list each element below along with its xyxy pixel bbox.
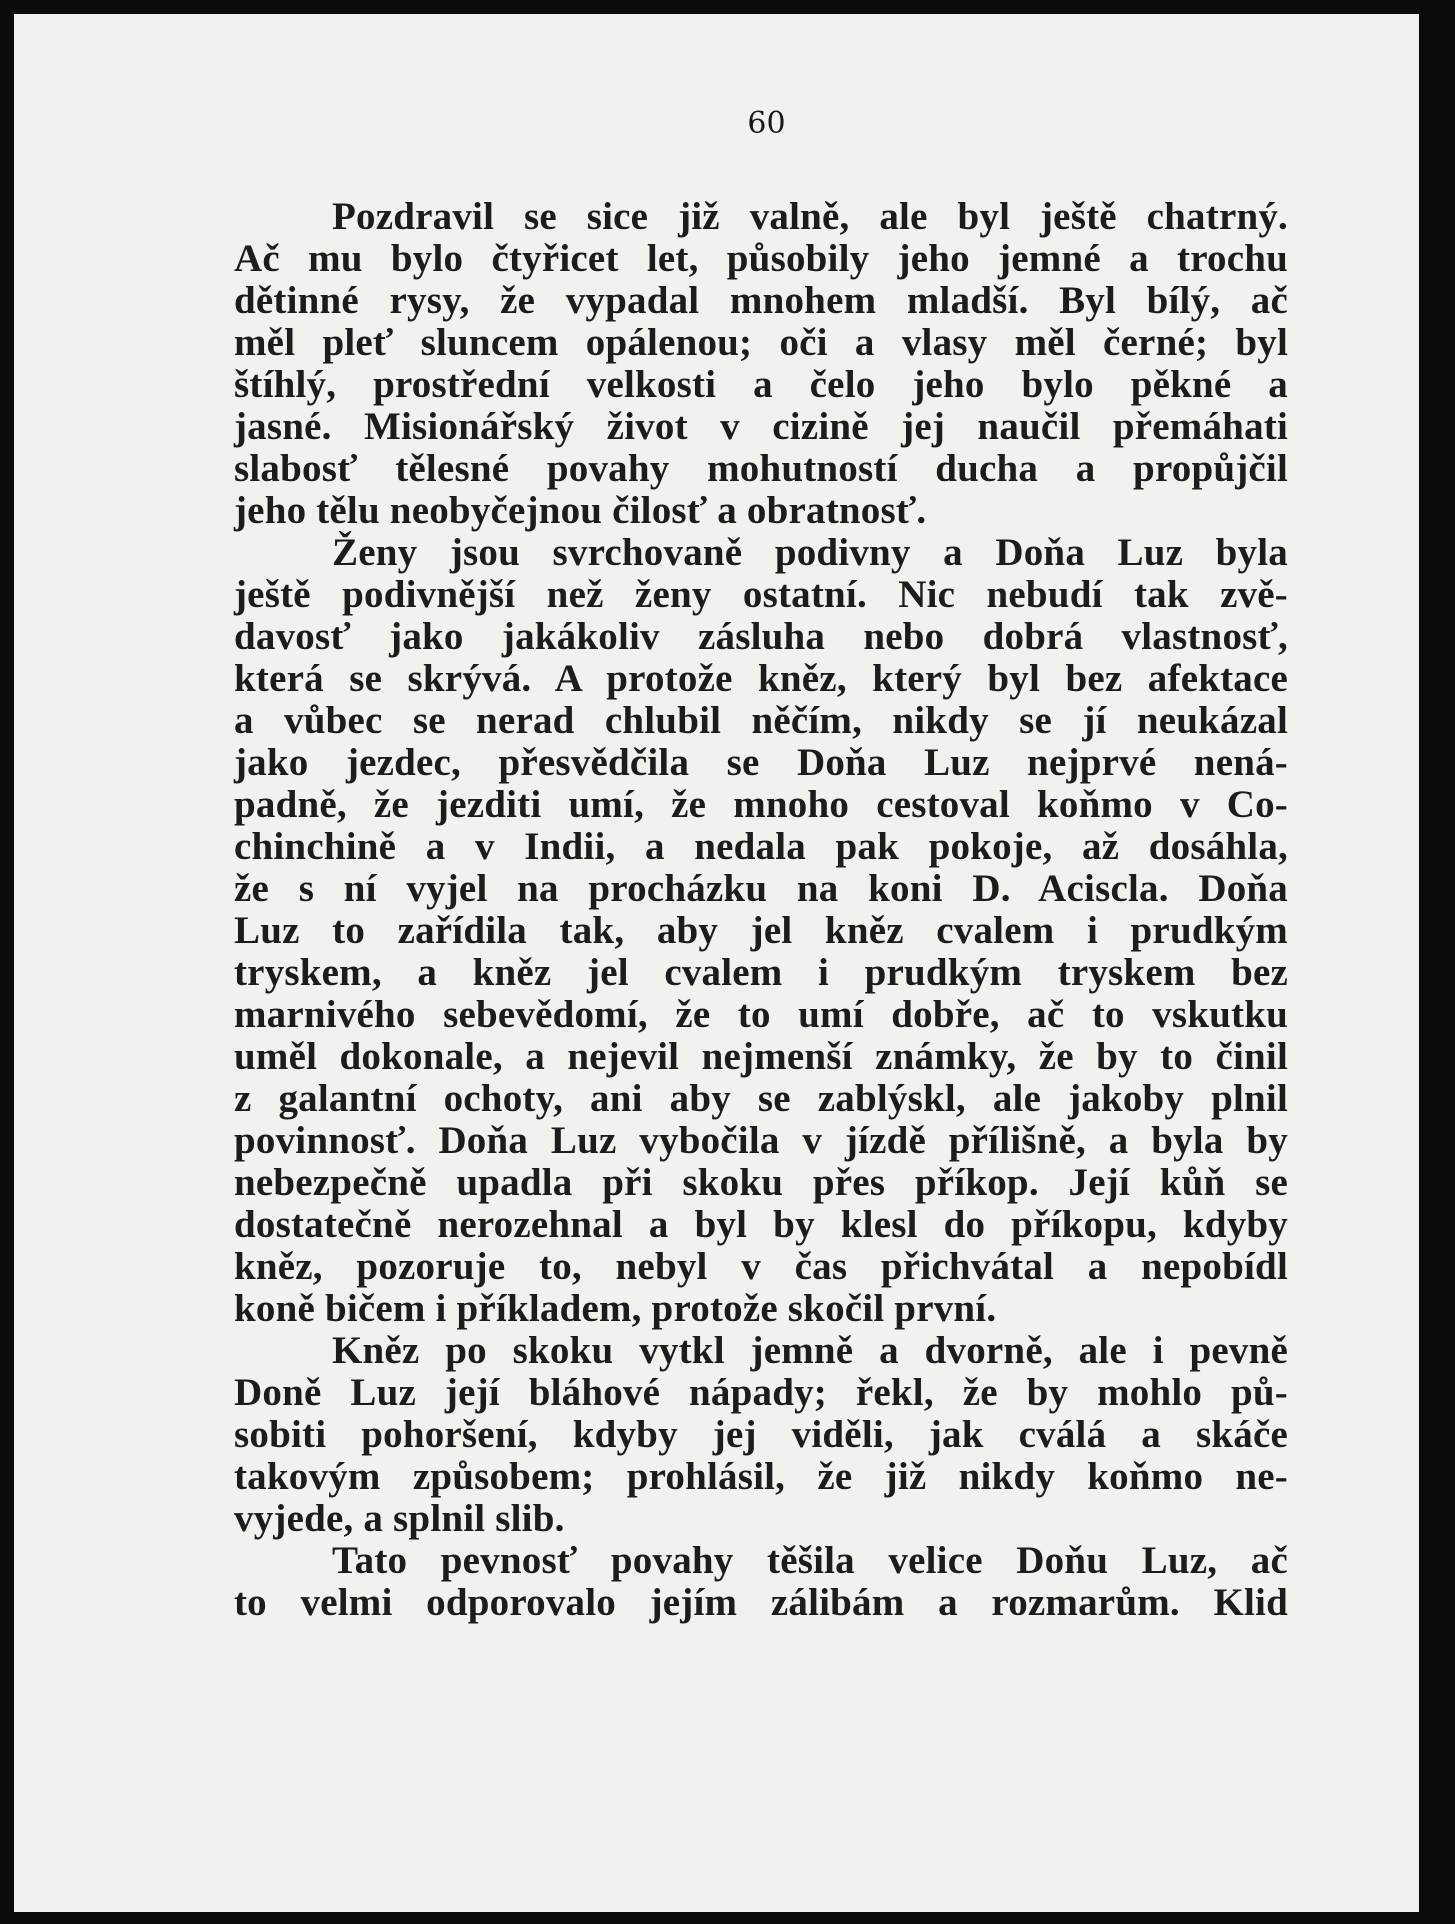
text-line: takovým způsobem; prohlásil, že již nikdy koňmo ne-	[234, 1455, 1288, 1498]
text-line: Ženy jsou svrchovaně podivny a Doňa Luz byla	[332, 531, 1288, 574]
text-line: povinnosť. Doňa Luz vybočila v jízdě přílišně, a byla by	[234, 1119, 1288, 1162]
text-line: která se skrývá. A protože kněz, který byl bez afektace	[234, 657, 1288, 700]
text-line: dětinné rysy, že vypadal mnohem mladší. Byl bílý, ač	[234, 279, 1288, 322]
text-line: tryskem, a kněz jel cvalem i prudkým tryskem bez	[234, 951, 1288, 994]
text-line: sobiti pohoršení, kdyby jej viděli, jak cválá a skáče	[234, 1413, 1288, 1456]
book-page	[14, 14, 1419, 1912]
text-line: chinchině a v Indii, a nedala pak pokoje, až dosáhla,	[234, 825, 1288, 868]
text-line: slabosť tělesné povahy mohutností ducha a propůjčil	[234, 447, 1288, 490]
text-line: a vůbec se nerad chlubil něčím, nikdy se jí neukázal	[234, 699, 1288, 742]
text-line: že s ní vyjel na procházku na koni D. Aciscla. Doňa	[234, 867, 1288, 910]
text-line: Kněz po skoku vytkl jemně a dvorně, ale i pevně	[332, 1329, 1288, 1372]
page-number: 60	[747, 106, 786, 141]
text-line: padně, že jezditi umí, že mnoho cestoval koňmo v Co-	[234, 783, 1288, 826]
text-line: kněz, pozoruje to, nebyl v čas přichvátal a nepobídl	[234, 1245, 1288, 1288]
text-line: Tato pevnosť povahy těšila velice Doňu Luz, ač	[332, 1539, 1288, 1582]
text-line: štíhlý, prostřední velkosti a čelo jeho bylo pěkné a	[234, 363, 1288, 406]
text-line: nebezpečně upadla při skoku přes příkop. Její kůň se	[234, 1161, 1288, 1204]
text-line: vyjede, a splnil slib.	[234, 1497, 565, 1540]
text-line: davosť jako jakákoliv zásluha nebo dobrá vlastnosť,	[234, 615, 1288, 658]
text-line: jeho tělu neobyčejnou čilosť a obratnosť.	[234, 489, 927, 532]
text-line: jako jezdec, přesvědčila se Doňa Luz nejprvé nená-	[234, 741, 1288, 784]
text-line: Doně Luz její bláhové nápady; řekl, že by mohlo pů-	[234, 1371, 1288, 1414]
text-line: uměl dokonale, a nejevil nejmenší známky, že by to činil	[234, 1035, 1288, 1078]
scan-border	[1419, 0, 1455, 1924]
text-line: jasné. Misionářský život v cizině jej naučil přemáhati	[234, 405, 1288, 448]
text-line: Luz to zařídila tak, aby jel kněz cvalem i prudkým	[234, 909, 1288, 952]
text-line: z galantní ochoty, ani aby se zablýskl, ale jakoby plnil	[234, 1077, 1288, 1120]
text-line: to velmi odporovalo jejím zálibám a rozmarům. Klid	[234, 1581, 1288, 1624]
text-line: marnivého sebevědomí, že to umí dobře, ač to vskutku	[234, 993, 1288, 1036]
text-line: Ač mu bylo čtyřicet let, působily jeho jemné a trochu	[234, 237, 1288, 280]
text-line: Pozdravil se sice již valně, ale byl ještě chatrný.	[332, 195, 1288, 238]
text-line: ještě podivnější než ženy ostatní. Nic nebudí tak zvě-	[234, 573, 1288, 616]
text-line: dostatečně nerozehnal a byl by klesl do příkopu, kdyby	[234, 1203, 1288, 1246]
text-line: měl pleť sluncem opálenou; oči a vlasy měl černé; byl	[234, 321, 1288, 364]
text-line: koně bičem i příkladem, protože skočil první.	[234, 1287, 997, 1330]
